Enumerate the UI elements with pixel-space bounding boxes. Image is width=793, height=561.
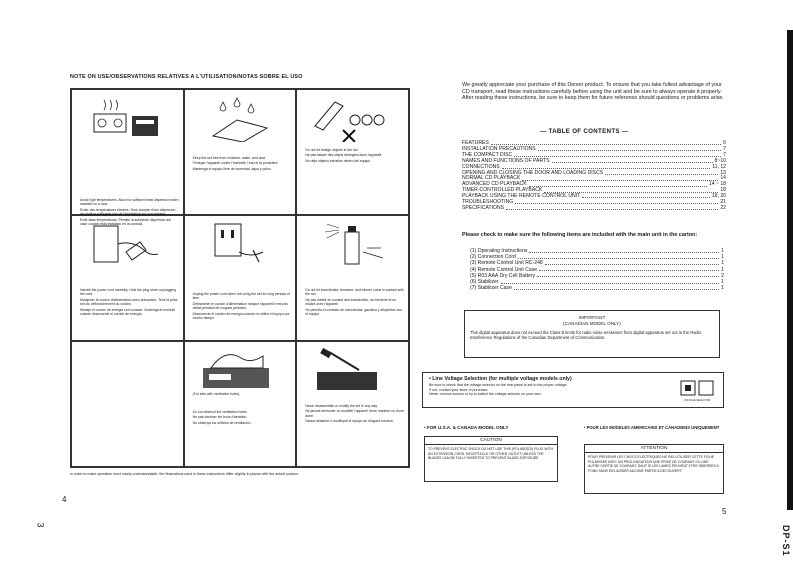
bullet: No permita el contacto de insecticidas, gasolina y diluyentes con el equipo. [305,307,403,317]
voltage-selector-label: VOLTAGE SELECTOR [683,399,711,402]
usa-canada-heading: • FOR U.S.A. & CANADA MODEL ONLY [424,425,509,430]
voltage-title: • Line Voltage Selection (for multiple voltage models only) [429,376,572,382]
toc-label: NAMES AND FUNCTIONS OF PARTS [462,157,550,164]
bullet: No deje objetos extraños dentro del equipo. [305,158,371,163]
toc-label: THE COMPACT DISC [462,151,513,158]
bullet: Mantenga el equipo libre de humedad, agua y polvo. [192,166,272,171]
note-cell-foreign-objects [296,89,409,215]
model-label: DP-S1 [781,525,791,557]
bullet: Nunca desarme o modifique el equipo de ninguna manera. [305,419,394,424]
toc-page: 14 ~ 18 [708,181,726,188]
note-text-insecticides [305,288,404,317]
toc-page: 21 [720,199,726,206]
item-label: (7) Stabilizer Case [470,285,512,292]
bullet: Ne pas mettre en contact des insecticides, du benzène et un diluant avec l'appareil. [305,297,397,307]
bullet: Never disassemble or modify the set in any way. [305,404,378,408]
toc-page: 14 [720,175,726,182]
bullet: Ne pas obstruer les trous d'aération. [192,415,248,420]
toc-label: ADVANCED CD PLAYBACK [462,181,527,188]
item-qty: 1 [721,279,724,286]
spray-can-illustration-icon [305,222,393,268]
item-qty: 2 [721,272,724,279]
item-qty: 1 [721,266,724,273]
voltage-notes [429,383,717,397]
carton-items-list [470,248,724,291]
bullet: Do not let foreign objects in the set. [305,148,359,152]
toc-label: NORMAL CD PLAYBACK [462,175,521,182]
item-qty: 1 [721,248,724,254]
caution-title: CAUTION [425,437,557,445]
note-cell-disassemble [296,341,409,467]
toc-page: 8~10 [714,157,726,164]
note-cell-insecticides [296,215,409,341]
page-number-right: 5 [722,507,727,516]
note-cell-ventilation [184,341,297,467]
toc-page: 18 [720,187,726,194]
bullet: Desconecte el cordón de energía cuando no utilice el equipo por mucho tiempo. [192,311,290,321]
important-subtitle: (CANADIAN MODEL ONLY) [563,320,621,326]
carton-check-text: Please check to make sure the following items are included with the main unit in the carton: [462,232,698,238]
toc-page: 11, 12 [712,163,726,170]
intro-paragraph: We greatly appreciate your purchase of this Denon product. To ensure that you take fullest advantage of your CD transport, read these instructions carefully before using the unit and be sure to always operate it properly. After reading these instructions, be sure to keep them for future reference should questions or problems arise. [462,82,724,102]
important-title: IMPORTANT [578,315,606,320]
important-body: This digital apparatus does not exceed the Class B limits for radio noise emissions from digital apparatus set out in the Radio Interference Regulations of the Canadian Department of Communication. [470,330,702,341]
bullet: Handle the power cord carefully. Hold the plug when unplugging the cord. [80,288,176,297]
caution-box [424,436,558,482]
note-cell-temperature [71,89,184,227]
toc-page: 19, 20 [711,193,726,200]
note-text-disassemble [305,404,404,425]
bullet: Do not obstruct the ventilation holes. [192,410,248,414]
notes-title: NOTE ON USE/OBSERVATIONS RELATIVES A L'UTILISATION/NOTAS SOBRE EL USO [70,74,303,80]
note-text-ventilation [193,410,292,426]
list-item [470,285,724,291]
toc-label: CONNECTIONS [462,163,500,170]
table-of-contents [462,141,726,212]
item-label: (4) Remote Control Unit Case [470,266,538,273]
toc-page: 7 [723,151,726,158]
toc-item [462,206,726,212]
bullet: Manipuler le cordon d'alimentation avec précaution. Tenir la prise lors du débranchement du cordon. [80,297,178,307]
note-text-foreign-objects [305,148,404,164]
note-cell-unplug [184,215,297,341]
important-canadian-box [464,310,720,358]
note-text-unplug [193,292,292,321]
item-qty: 1 [721,260,724,267]
bullet: Protéger l'appareil contre l'humidité, l'eau et la poussière. [192,161,279,166]
toc-label: FEATURES [462,140,489,146]
bullet: If not, contact your store of purchase. [429,387,489,392]
note-text-power-plug [80,288,179,317]
item-label: (5) R03 AAA Dry Cell Battery [470,272,536,279]
bullet: Evite altas temperaturas. Permite la suficiente dispersión del calor cuando está instalado en la consola. [80,217,171,227]
attention-body: POUR PREVENIR LES CHOCS ELECTRIQUES NE PAS UTILISER CETTE FICHE POLARISEE AVEC UN PROLONGATEUR UNE PRISE DE COURANT OU UNE AUTRE SORTIE DE COURANT, SAUF SI LES LAMES PEUVENT ETRE INSEREES A FOND SANS EN LAISSER AUCUNE PARTIE A DECOUVERT. [588,455,719,473]
toc-title: — TABLE OF CONTENTS — [540,128,629,135]
heater-illustration-icon [80,96,168,142]
bullet: Débrancher le cordon d'alimentation lorsque l'appareil n'est pas utilisé pendant de longues périodes. [192,301,288,311]
illustration-footnote: In order to make operation more easily understandable, the illustrations used in these instructions differ slightly in places with the actual product. [70,472,299,476]
toc-page: 6 [723,140,726,146]
note-cell-moisture [184,89,297,215]
screwdriver-illustration-icon [305,348,393,394]
item-label: (3) Remote Control Unit RC-248 [470,260,543,267]
toc-page: 13 [720,169,726,176]
page-number-left: 4 [62,495,67,504]
toc-label: PLAYBACK USING THE REMOTE CONTROL UNIT [462,193,581,200]
note-caption-ventilation: (For sets with ventilation holes) [192,392,240,396]
attention-title: ATTENTION [585,445,723,453]
bullet: Unplug the power cord when not using the set for long periods of time. [192,292,290,301]
toc-page: 7 [723,145,726,152]
toc-label: SPECIFICATIONS [462,204,505,211]
bullet: Be sure to check that the voltage selector on the rear panel is set to the proper voltage. [429,383,568,387]
cloth-on-unit-illustration-icon [193,348,281,394]
item-label: (2) Connection Cord [470,254,516,261]
note-cell-power-plug [71,215,184,341]
wall-outlet-illustration-icon [193,222,281,268]
bullet: Ne pas laisser des objets étrangers dans l'appareil. [305,153,383,158]
foreign-objects-illustration-icon [305,96,393,142]
edge-tab-bar [787,30,793,510]
french-models-heading: • POUR LES MODELES AMERICAINS ET CANADIENS UNIQUEMENT [584,425,720,430]
bullet: Eviter des températures élevées. Tenir compte d'une dispersion de chaleur suffisante lors de l'installation sur une étagère. [80,207,176,217]
bullet: Maneje el cordón de energía con cuidado. Sostenga el enchufe cuando desconecte el cordón de energía. [80,307,176,317]
hand-plug-illustration-icon [80,222,168,268]
item-label: (6) Stabilizer [470,279,499,286]
bullet: Avoid high temperatures. Allow for sufficient heat dispersion when installed on a rack. [80,198,179,207]
bullet: Do not let insecticides, benzene, and thinner come in contact with the set. [305,288,404,297]
line-voltage-box [422,372,724,408]
note-text-moisture [193,156,292,172]
caution-body: TO PREVENT ELECTRIC SHOCK DO NOT USE THIS (POLARIZED) PLUG WITH AN EXTENSION CORD, RECEPTACLE OR OTHER OUTLET UNLESS THE BLADES CAN BE FULLY INSERTED TO PREVENT BLADE EXPOSURE. [428,447,554,460]
notes-grid [70,88,410,468]
bullet: Never remove screws or try to switch the voltage selector on your own. [429,392,542,397]
item-label: (1) Operating Instructions [470,248,528,254]
item-qty: 1 [721,254,724,261]
item-qty: 1 [721,285,724,292]
bullet: No obstruya los orificios de ventilación. [192,420,252,425]
toc-label: INSTALLATION PRECAUTIONS [462,145,536,152]
bullet: Ne jamais démonter ou modifier l'appareil d'une manière ou d'une autre. [305,409,404,418]
note-cell-blank [71,341,184,467]
water-drop-illustration-icon [193,96,281,142]
side-number: 3 [35,522,46,528]
attention-box [584,444,724,494]
toc-label: OPENING AND CLOSING THE DOOR AND LOADING DISCS [462,169,604,176]
toc-label: TIMER-CONTROLLED PLAYBACK [462,187,543,194]
bullet: Keep the set free from moisture, water, and dust. [192,156,266,160]
toc-label: TROUBLESHOOTING [462,199,514,206]
toc-page: 22 [720,204,726,211]
